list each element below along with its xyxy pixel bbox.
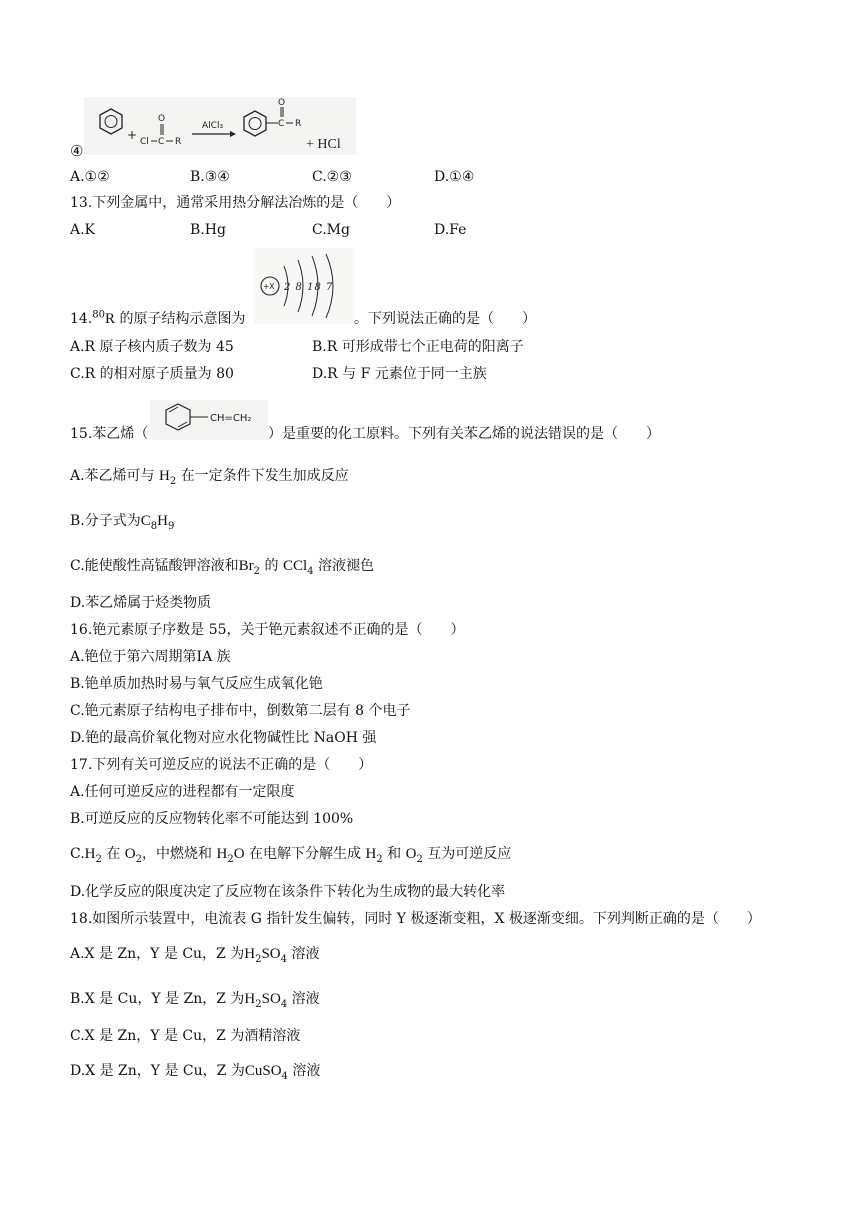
q17-stem: 17.下列有关可逆反应的说法不正确的是（ ） (70, 757, 373, 773)
q15-option-d[interactable]: D.苯乙烯属于烃类物质 (70, 595, 212, 611)
q18-option-b[interactable]: B.X 是 Cu，Y 是 Zn，Z 为$H_2SO_4$ 溶液 (70, 991, 320, 1010)
q12-option-a[interactable]: A.①② (70, 169, 110, 185)
benzene-ring-icon (100, 109, 122, 134)
q12-option-d[interactable]: D.①④ (434, 169, 475, 185)
svg-text:C: C (278, 119, 285, 129)
q17-option-b[interactable]: B.可逆反应的反应物转化率不可能达到 100% (70, 811, 354, 827)
q14-option-b[interactable]: B.R 可形成带七个正电荷的阳离子 (312, 339, 524, 355)
styrene-label: CH=CH₂ (210, 413, 252, 424)
q12-option-b[interactable]: B.③④ (190, 169, 230, 185)
q13-option-d[interactable]: D.Fe (434, 222, 467, 238)
reagent-cl: Cl (140, 137, 149, 147)
q14-stem: 14.80R 的原子结构示意图为 (70, 309, 246, 327)
q16-option-d[interactable]: D.铯的最高价氧化物对应水化物碱性比 NaOH 强 (70, 730, 377, 746)
q14-option-d[interactable]: D.R 与 F 元素位于同一主族 (312, 366, 487, 382)
q13-option-b[interactable]: B.Hg (190, 222, 226, 238)
q15-option-c[interactable]: C.能使酸性高锰酸钾溶液和$Br_2$ 的 CCl$_4$ 溶液褪色 (70, 558, 374, 577)
q13-option-c[interactable]: C.Mg (312, 222, 350, 238)
q18-option-a[interactable]: A.X 是 Zn，Y 是 Cu，Z 为$H_2SO_4$ 溶液 (70, 946, 320, 965)
product-r: R (295, 119, 302, 129)
q14-option-a[interactable]: A.R 原子核内质子数为 45 (70, 339, 234, 355)
q13-stem: 13.下列金属中，通常采用热分解法冶炼的是（ ） (70, 195, 401, 211)
q14-stem-tail: 。下列说法正确的是（ ） (354, 311, 536, 327)
q17-option-a[interactable]: A.任何可逆反应的进程都有一定限度 (70, 784, 295, 800)
q15-option-b[interactable]: B.分子式为$C_8H_9$ (70, 513, 175, 532)
styrene-structure-image (150, 400, 268, 440)
plus-sign: + (127, 128, 138, 142)
reagent-o: O (158, 114, 166, 124)
q15-stem-a: 15.苯乙烯（ (70, 426, 149, 442)
q12-option-c[interactable]: C.②③ (312, 169, 352, 185)
benzene-ring-icon (166, 404, 190, 430)
q16-option-a[interactable]: A.铯位于第六周期第ⅠA 族 (70, 649, 231, 665)
hcl-label: + HCl (306, 137, 341, 152)
catalyst-label: AlCl₃ (202, 121, 224, 131)
q17-option-d[interactable]: D.化学反应的限度决定了反应物在该条件下转化为生成物的最大转化率 (70, 884, 506, 900)
reagent-r: R (175, 137, 182, 147)
shell-electrons: 2 8 18 7 (284, 282, 334, 293)
q18-option-c[interactable]: C.X 是 Zn，Y 是 Cu，Z 为酒精溶液 (70, 1028, 301, 1044)
nucleus-label: +X (263, 282, 275, 291)
q16-option-b[interactable]: B.铯单质加热时易与氧气反应生成氧化铯 (70, 676, 323, 692)
q15-stem-b: ）是重要的化工原料。下列有关苯乙烯的说法错误的是（ ） (268, 426, 660, 442)
reagent-c: C (158, 137, 165, 147)
benzene-ring-icon (244, 111, 266, 136)
q17-option-c[interactable]: $C.H_2$ 在 $O_2$，中燃烧和 $H_2O$ 在电解下分解生成 $H_2$ 和 $O_2$ 互为可逆反应 (70, 846, 512, 865)
q14-option-c[interactable]: C.R 的相对原子质量为 80 (70, 366, 234, 382)
q15-option-a[interactable]: A.苯乙烯可与 $H_2$ 在一定条件下发生加成反应 (70, 468, 349, 487)
q13-option-a[interactable]: A.K (70, 222, 96, 238)
acylation-reaction-image (84, 97, 356, 155)
q16-stem: 16.铯元素原子序数是 55，关于铯元素叙述不正确的是（ ） (70, 622, 465, 638)
atomic-structure-diagram (254, 248, 354, 324)
q16-option-c[interactable]: C.铯元素原子结构电子排布中，倒数第二层有 8 个电子 (70, 703, 411, 719)
item-4-marker: ④ (70, 142, 84, 160)
product-o: O (278, 98, 286, 108)
q18-option-d[interactable]: D.X 是 Zn，Y 是 Cu，Z 为CuSO$_4$ 溶液 (70, 1063, 321, 1082)
q18-stem: 18.如图所示装置中，电流表 G 指针发生偏转，同时 Y 极逐渐变粗，X 极逐渐变细。下列判断正确的是（ ） (70, 911, 761, 927)
